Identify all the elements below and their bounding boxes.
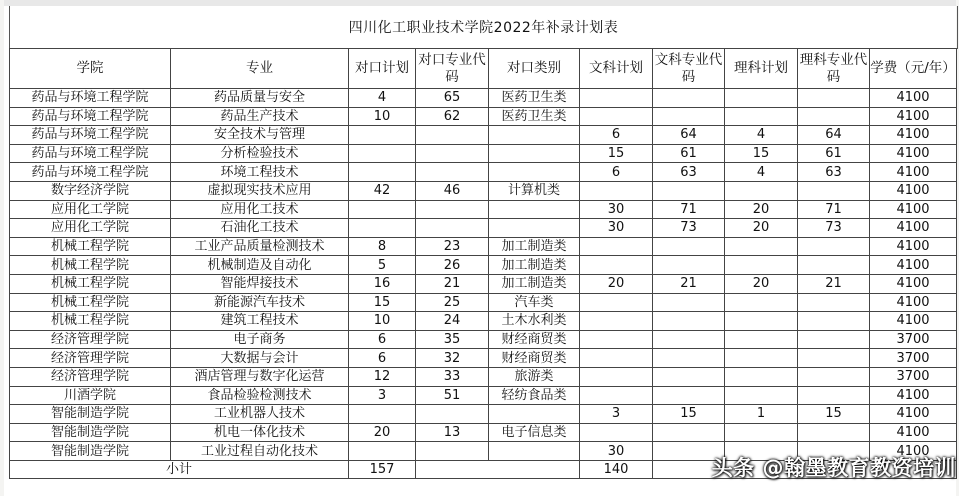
cell-like-code xyxy=(798,367,870,386)
cell-fee: 4100 xyxy=(870,181,957,200)
cell-duikou-code: 33 xyxy=(416,367,489,386)
cell-wenke-plan: 30 xyxy=(580,442,653,461)
cell-like-code xyxy=(798,423,870,442)
cell-wenke-plan xyxy=(580,330,653,349)
cell-duikou-code xyxy=(416,442,489,461)
table-row xyxy=(10,219,957,238)
cell-duikou-plan: 42 xyxy=(349,181,416,200)
cell-college: 药品与环境工程学院 xyxy=(10,126,171,145)
cell-duikou-plan: 10 xyxy=(349,312,416,331)
cell-duikou-code xyxy=(416,163,489,182)
cell-duikou-type xyxy=(489,219,580,238)
cell-wenke-plan xyxy=(580,423,653,442)
cell-duikou-type: 计算机类 xyxy=(489,181,580,200)
cell-duikou-type xyxy=(489,405,580,424)
cell-duikou-plan: 12 xyxy=(349,367,416,386)
cell-duikou-plan xyxy=(349,144,416,163)
cell-duikou-code: 62 xyxy=(416,107,489,126)
cell-college: 药品与环境工程学院 xyxy=(10,144,171,163)
cell-fee: 4100 xyxy=(870,237,957,256)
cell-duikou-type: 电子信息类 xyxy=(489,423,580,442)
cell-duikou-plan: 4 xyxy=(349,89,416,108)
cell-duikou-type: 财经商贸类 xyxy=(489,349,580,368)
cell-duikou-plan: 20 xyxy=(349,423,416,442)
cell-duikou-code xyxy=(416,219,489,238)
cell-fee: 4100 xyxy=(870,144,957,163)
total-wenke: 140 xyxy=(580,460,653,479)
cell-fee: 4100 xyxy=(870,442,957,461)
cell-fee: 4100 xyxy=(870,312,957,331)
table-row xyxy=(10,405,957,424)
cell-wenke-code: 21 xyxy=(653,274,725,293)
cell-major: 建筑工程技术 xyxy=(171,312,349,331)
cell-duikou-code: 46 xyxy=(416,181,489,200)
table-row xyxy=(10,89,957,108)
cell-major: 药品生产技术 xyxy=(171,107,349,126)
cell-like-code xyxy=(798,237,870,256)
cell-duikou-code xyxy=(416,126,489,145)
cell-fee: 4100 xyxy=(870,89,957,108)
table-title: 四川化工职业技术学院2022年补录计划表 xyxy=(9,6,958,49)
cell-wenke-code xyxy=(653,237,725,256)
cell-college: 经济管理学院 xyxy=(10,330,171,349)
cell-wenke-plan xyxy=(580,181,653,200)
cell-major: 工业过程自动化技术 xyxy=(171,442,349,461)
cell-wenke-plan: 15 xyxy=(580,144,653,163)
cell-college: 机械工程学院 xyxy=(10,274,171,293)
cell-duikou-code: 25 xyxy=(416,293,489,312)
cell-duikou-plan xyxy=(349,126,416,145)
cell-duikou-type: 旅游类 xyxy=(489,367,580,386)
cell-like-code xyxy=(798,386,870,405)
cell-major: 虚拟现实技术应用 xyxy=(171,181,349,200)
cell-fee: 4100 xyxy=(870,219,957,238)
cell-like-code: 15 xyxy=(798,405,870,424)
cell-fee: 4100 xyxy=(870,256,957,275)
cell-major: 智能焊接技术 xyxy=(171,274,349,293)
table-row xyxy=(10,330,957,349)
cell-fee: 4100 xyxy=(870,163,957,182)
cell-like-code: 71 xyxy=(798,200,870,219)
cell-wenke-plan xyxy=(580,312,653,331)
cell-wenke-code: 73 xyxy=(653,219,725,238)
total-empty xyxy=(416,460,580,479)
cell-duikou-code xyxy=(416,200,489,219)
cell-major: 分析检验技术 xyxy=(171,144,349,163)
cell-duikou-plan xyxy=(349,219,416,238)
cell-college: 药品与环境工程学院 xyxy=(10,89,171,108)
cell-duikou-type: 财经商贸类 xyxy=(489,330,580,349)
cell-wenke-code xyxy=(653,349,725,368)
table-row xyxy=(10,107,957,126)
table-row xyxy=(10,312,957,331)
header-duikou-type: 对口类别 xyxy=(489,49,580,89)
cell-fee: 4100 xyxy=(870,200,957,219)
cell-wenke-plan: 6 xyxy=(580,163,653,182)
cell-like-plan xyxy=(725,386,798,405)
cell-like-plan xyxy=(725,367,798,386)
cell-like-plan xyxy=(725,181,798,200)
cell-college: 药品与环境工程学院 xyxy=(10,107,171,126)
cell-wenke-plan: 20 xyxy=(580,274,653,293)
cell-wenke-code xyxy=(653,107,725,126)
cell-college: 经济管理学院 xyxy=(10,349,171,368)
cell-like-code xyxy=(798,293,870,312)
cell-fee: 4100 xyxy=(870,107,957,126)
cell-major: 电子商务 xyxy=(171,330,349,349)
cell-duikou-type: 加工制造类 xyxy=(489,237,580,256)
cell-wenke-plan: 6 xyxy=(580,126,653,145)
cell-duikou-plan: 15 xyxy=(349,293,416,312)
cell-college: 机械工程学院 xyxy=(10,293,171,312)
cell-fee: 3700 xyxy=(870,367,957,386)
table-row xyxy=(10,200,957,219)
cell-like-code xyxy=(798,89,870,108)
cell-like-code xyxy=(798,256,870,275)
cell-duikou-type: 轻纺食品类 xyxy=(489,386,580,405)
cell-wenke-plan xyxy=(580,89,653,108)
cell-fee: 4100 xyxy=(870,126,957,145)
cell-wenke-code xyxy=(653,367,725,386)
cell-fee: 4100 xyxy=(870,423,957,442)
cell-wenke-code xyxy=(653,330,725,349)
cell-like-plan xyxy=(725,293,798,312)
cell-duikou-code: 32 xyxy=(416,349,489,368)
cell-wenke-plan xyxy=(580,237,653,256)
header-wenke-plan: 文科计划 xyxy=(580,49,653,89)
cell-major: 安全技术与管理 xyxy=(171,126,349,145)
table-row xyxy=(10,163,957,182)
cell-duikou-code: 65 xyxy=(416,89,489,108)
header-major: 专业 xyxy=(171,49,349,89)
cell-wenke-plan xyxy=(580,256,653,275)
cell-major: 酒店管理与数字化运营 xyxy=(171,367,349,386)
cell-duikou-plan: 6 xyxy=(349,349,416,368)
cell-duikou-plan xyxy=(349,405,416,424)
table-row xyxy=(10,181,957,200)
cell-college: 机械工程学院 xyxy=(10,312,171,331)
cell-like-code: 73 xyxy=(798,219,870,238)
cell-like-plan: 4 xyxy=(725,126,798,145)
cell-college: 药品与环境工程学院 xyxy=(10,163,171,182)
cell-duikou-type: 加工制造类 xyxy=(489,256,580,275)
cell-fee: 4100 xyxy=(870,293,957,312)
cell-college: 机械工程学院 xyxy=(10,237,171,256)
cell-like-code xyxy=(798,107,870,126)
cell-like-plan: 15 xyxy=(725,144,798,163)
header-like-plan: 理科计划 xyxy=(725,49,798,89)
table-row xyxy=(10,144,957,163)
cell-college: 经济管理学院 xyxy=(10,367,171,386)
total-duikou: 157 xyxy=(349,460,416,479)
cell-fee: 3700 xyxy=(870,349,957,368)
cell-college: 川酒学院 xyxy=(10,386,171,405)
plan-table xyxy=(9,48,957,479)
cell-wenke-code: 71 xyxy=(653,200,725,219)
cell-college: 智能制造学院 xyxy=(10,423,171,442)
cell-duikou-type: 加工制造类 xyxy=(489,274,580,293)
cell-like-code xyxy=(798,349,870,368)
cell-wenke-plan xyxy=(580,367,653,386)
cell-duikou-plan: 5 xyxy=(349,256,416,275)
cell-wenke-code: 63 xyxy=(653,163,725,182)
cell-wenke-plan: 3 xyxy=(580,405,653,424)
cell-duikou-type xyxy=(489,144,580,163)
cell-like-code xyxy=(798,312,870,331)
cell-like-plan: 1 xyxy=(725,405,798,424)
cell-major: 大数据与会计 xyxy=(171,349,349,368)
cell-duikou-plan: 6 xyxy=(349,330,416,349)
cell-like-code xyxy=(798,181,870,200)
cell-duikou-code: 35 xyxy=(416,330,489,349)
table-row xyxy=(10,293,957,312)
cell-fee: 4100 xyxy=(870,274,957,293)
cell-major: 工业机器人技术 xyxy=(171,405,349,424)
cell-like-plan xyxy=(725,330,798,349)
cell-fee: 3700 xyxy=(870,330,957,349)
table-row xyxy=(10,237,957,256)
cell-duikou-plan xyxy=(349,442,416,461)
cell-like-plan: 20 xyxy=(725,200,798,219)
table-row xyxy=(10,274,957,293)
cell-like-plan xyxy=(725,237,798,256)
cell-like-plan: 20 xyxy=(725,274,798,293)
cell-college: 智能制造学院 xyxy=(10,405,171,424)
cell-college: 智能制造学院 xyxy=(10,442,171,461)
cell-duikou-type: 土木水利类 xyxy=(489,312,580,331)
table-row xyxy=(10,423,957,442)
cell-major: 石油化工技术 xyxy=(171,219,349,238)
cell-major: 机电一体化技术 xyxy=(171,423,349,442)
cell-college: 数字经济学院 xyxy=(10,181,171,200)
cell-like-plan xyxy=(725,256,798,275)
cell-duikou-code: 24 xyxy=(416,312,489,331)
cell-duikou-type: 医药卫生类 xyxy=(489,107,580,126)
cell-wenke-code: 64 xyxy=(653,126,725,145)
cell-duikou-code xyxy=(416,405,489,424)
cell-major: 药品质量与安全 xyxy=(171,89,349,108)
watermark: 头条 @翰墨教育教资培训 xyxy=(711,456,956,480)
header-college: 学院 xyxy=(10,49,171,89)
cell-like-plan xyxy=(725,312,798,331)
cell-major: 应用化工技术 xyxy=(171,200,349,219)
cell-like-plan: 4 xyxy=(725,163,798,182)
cell-wenke-code xyxy=(653,181,725,200)
cell-like-plan xyxy=(725,89,798,108)
cell-fee: 4100 xyxy=(870,386,957,405)
cell-college: 机械工程学院 xyxy=(10,256,171,275)
cell-duikou-type xyxy=(489,163,580,182)
cell-wenke-plan: 30 xyxy=(580,219,653,238)
table-row xyxy=(10,256,957,275)
cell-like-code: 21 xyxy=(798,274,870,293)
cell-duikou-type: 汽车类 xyxy=(489,293,580,312)
cell-wenke-code xyxy=(653,386,725,405)
cell-wenke-code xyxy=(653,89,725,108)
cell-duikou-type xyxy=(489,442,580,461)
cell-college: 应用化工学院 xyxy=(10,219,171,238)
cell-duikou-code: 26 xyxy=(416,256,489,275)
header-wenke-code: 文科专业代码 xyxy=(653,49,725,89)
cell-major: 机械制造及自动化 xyxy=(171,256,349,275)
cell-wenke-code xyxy=(653,293,725,312)
cell-wenke-plan xyxy=(580,293,653,312)
cell-duikou-code: 21 xyxy=(416,274,489,293)
cell-like-code: 61 xyxy=(798,144,870,163)
cell-wenke-code: 61 xyxy=(653,144,725,163)
table-row xyxy=(10,386,957,405)
cell-duikou-type xyxy=(489,126,580,145)
cell-college: 应用化工学院 xyxy=(10,200,171,219)
cell-like-plan xyxy=(725,107,798,126)
cell-duikou-type xyxy=(489,200,580,219)
spreadsheet xyxy=(4,0,956,496)
header-duikou-plan: 对口计划 xyxy=(349,49,416,89)
cell-like-code: 64 xyxy=(798,126,870,145)
cell-duikou-code: 51 xyxy=(416,386,489,405)
cell-major: 食品检验检测技术 xyxy=(171,386,349,405)
cell-like-code: 63 xyxy=(798,163,870,182)
cell-like-plan xyxy=(725,349,798,368)
header-duikou-code: 对口专业代码 xyxy=(416,49,489,89)
header-row xyxy=(10,49,957,89)
cell-duikou-plan: 10 xyxy=(349,107,416,126)
cell-duikou-type: 医药卫生类 xyxy=(489,89,580,108)
cell-like-plan xyxy=(725,423,798,442)
cell-duikou-code xyxy=(416,144,489,163)
cell-duikou-plan xyxy=(349,200,416,219)
cell-wenke-plan xyxy=(580,349,653,368)
table-row xyxy=(10,367,957,386)
cell-duikou-plan: 8 xyxy=(349,237,416,256)
cell-duikou-plan: 3 xyxy=(349,386,416,405)
cell-major: 新能源汽车技术 xyxy=(171,293,349,312)
cell-duikou-code: 13 xyxy=(416,423,489,442)
cell-fee: 4100 xyxy=(870,405,957,424)
total-label: 小计 xyxy=(10,460,349,479)
cell-duikou-plan: 16 xyxy=(349,274,416,293)
table-row xyxy=(10,126,957,145)
cell-major: 环境工程技术 xyxy=(171,163,349,182)
cell-wenke-plan: 30 xyxy=(580,200,653,219)
header-like-code: 理科专业代码 xyxy=(798,49,870,89)
cell-wenke-code xyxy=(653,312,725,331)
table-row xyxy=(10,349,957,368)
cell-wenke-plan xyxy=(580,386,653,405)
header-fee: 学费（元/年） xyxy=(870,49,957,89)
cell-major: 工业产品质量检测技术 xyxy=(171,237,349,256)
cell-duikou-code: 23 xyxy=(416,237,489,256)
cell-duikou-plan xyxy=(349,163,416,182)
cell-like-code xyxy=(798,330,870,349)
cell-like-plan: 20 xyxy=(725,219,798,238)
cell-wenke-code xyxy=(653,256,725,275)
cell-wenke-code: 15 xyxy=(653,405,725,424)
cell-wenke-code xyxy=(653,423,725,442)
cell-wenke-plan xyxy=(580,107,653,126)
